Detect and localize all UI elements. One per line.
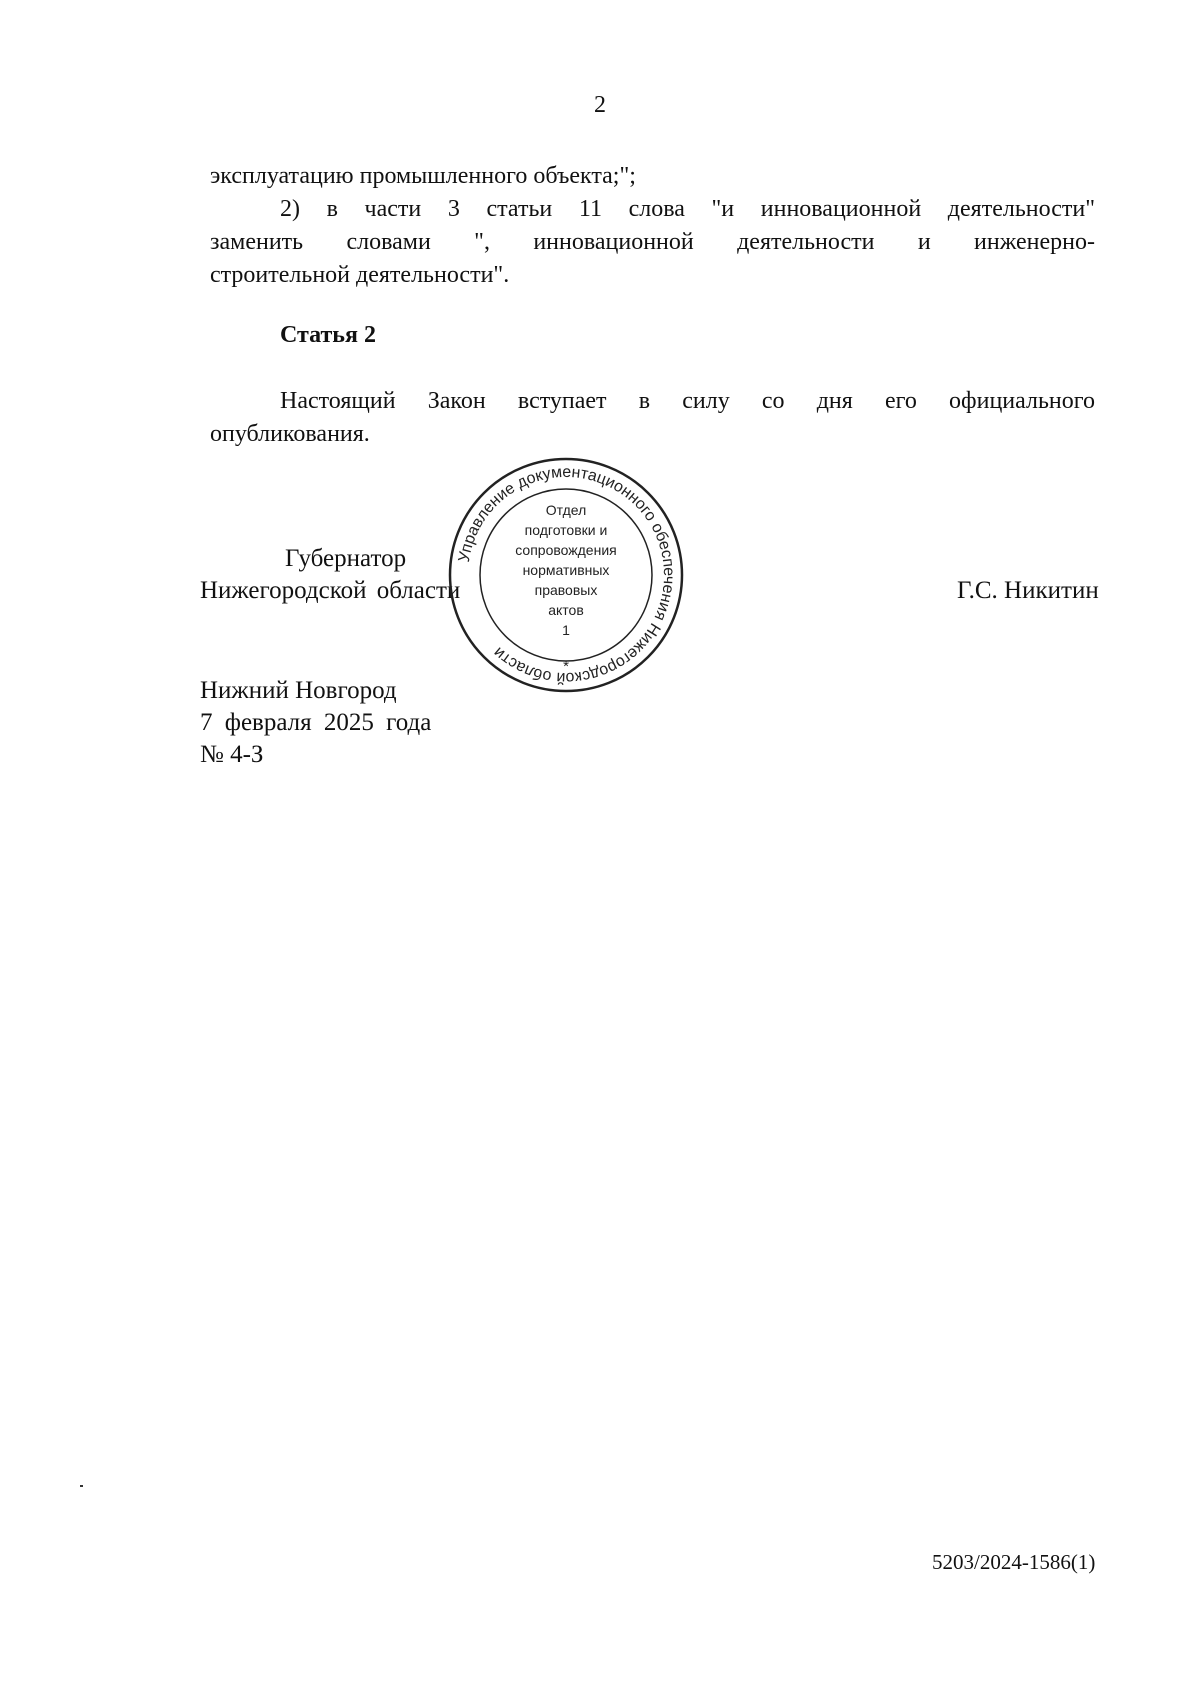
page-number: 2 (594, 92, 606, 118)
stamp-center-line: правовых (534, 582, 598, 598)
signer-title-line-2: Нижегородской области (200, 577, 461, 604)
document-code: 5203/2024-1586(1) (932, 1550, 1096, 1574)
signer-title-line-1: Губернатор (285, 545, 407, 572)
body-line-1: эксплуатацию промышленного объекта;"; (210, 163, 636, 189)
stamp-star: * (563, 658, 569, 675)
article-2-heading: Статья 2 (280, 322, 376, 348)
stamp-center-line: 1 (562, 622, 570, 638)
law-number: № 4-З (200, 741, 264, 768)
signer-name: Г.С. Никитин (957, 577, 1099, 604)
sign-date: 7 февраля 2025 года (200, 709, 432, 736)
stamp-center-line: Отдел (545, 502, 587, 518)
item-2-line-3: строительной деятельности". (210, 262, 510, 288)
article-2-line-1: Настоящий Закон вступает в силу со дня его официального (280, 388, 1095, 414)
stamp-center-line: нормативных (522, 562, 610, 578)
item-2-line-2: заменить словами ", инновационной деятельности и инженерно- (210, 229, 1095, 255)
item-2-line-1: 2) в части 3 статьи 11 слова "и инновационной деятельности" (280, 196, 1095, 222)
scan-speck (80, 1485, 83, 1487)
stamp-center-line: актов (548, 602, 584, 618)
stamp-center-line: сопровождения (515, 542, 617, 558)
stamp-ring-text: Управление документационного обеспечения Нижегородской области (455, 463, 678, 687)
official-stamp (446, 455, 686, 695)
stamp-center-line: подготовки и (524, 522, 608, 538)
article-2-line-2: опубликования. (210, 421, 370, 447)
place-city: Нижний Новгород (200, 677, 397, 704)
